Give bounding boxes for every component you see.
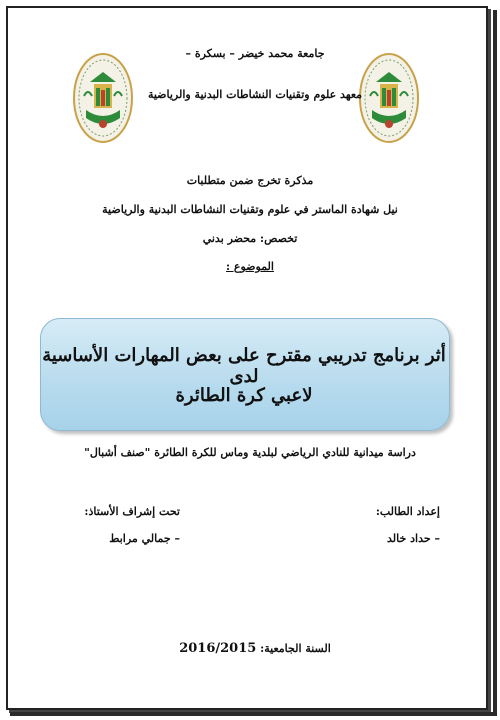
memo-line-2: نيل شهادة الماستر في علوم وتقنيات النشاطات البدنية والرياضية bbox=[102, 203, 398, 216]
university-emblem-left-icon bbox=[72, 52, 134, 144]
student-name: – حداد خالد bbox=[387, 532, 440, 545]
study-description: دراسة ميدانية للنادي الرياضي لبلدية وماس للكرة الطائرة "صنف أشبال" bbox=[84, 446, 416, 459]
university-name: جامعة محمد خيضر – بسكرة – bbox=[185, 47, 325, 60]
academic-year bbox=[140, 641, 370, 656]
supervisor-name: – جمالي مرابط bbox=[109, 532, 180, 545]
academic-year-value: 2016/2015 bbox=[179, 641, 257, 656]
supervisor-label: تحت إشراف الأستاذ: bbox=[84, 505, 180, 518]
institute-name: معهد علوم وتقنيات النشاطات البدنية والرياضية bbox=[147, 88, 363, 101]
subject-label: الموضوع : bbox=[226, 260, 274, 273]
memo-line-1: مذكرة تخرج ضمن متطلبات bbox=[186, 174, 314, 187]
academic-year-label: السنة الجامعية: bbox=[260, 642, 331, 655]
thesis-title-line-1: أثر برنامج تدريبي مقترح على بعض المهارات الأساسية لدى bbox=[42, 345, 446, 387]
page-shadow-right bbox=[493, 10, 497, 714]
prepared-by-label: إعداد الطالب: bbox=[375, 505, 440, 518]
page-shadow-bottom bbox=[10, 712, 497, 716]
specialty: تخصص: محضر بدني bbox=[202, 232, 298, 245]
thesis-title-line-2: لاعبي كرة الطائرة bbox=[175, 385, 313, 406]
